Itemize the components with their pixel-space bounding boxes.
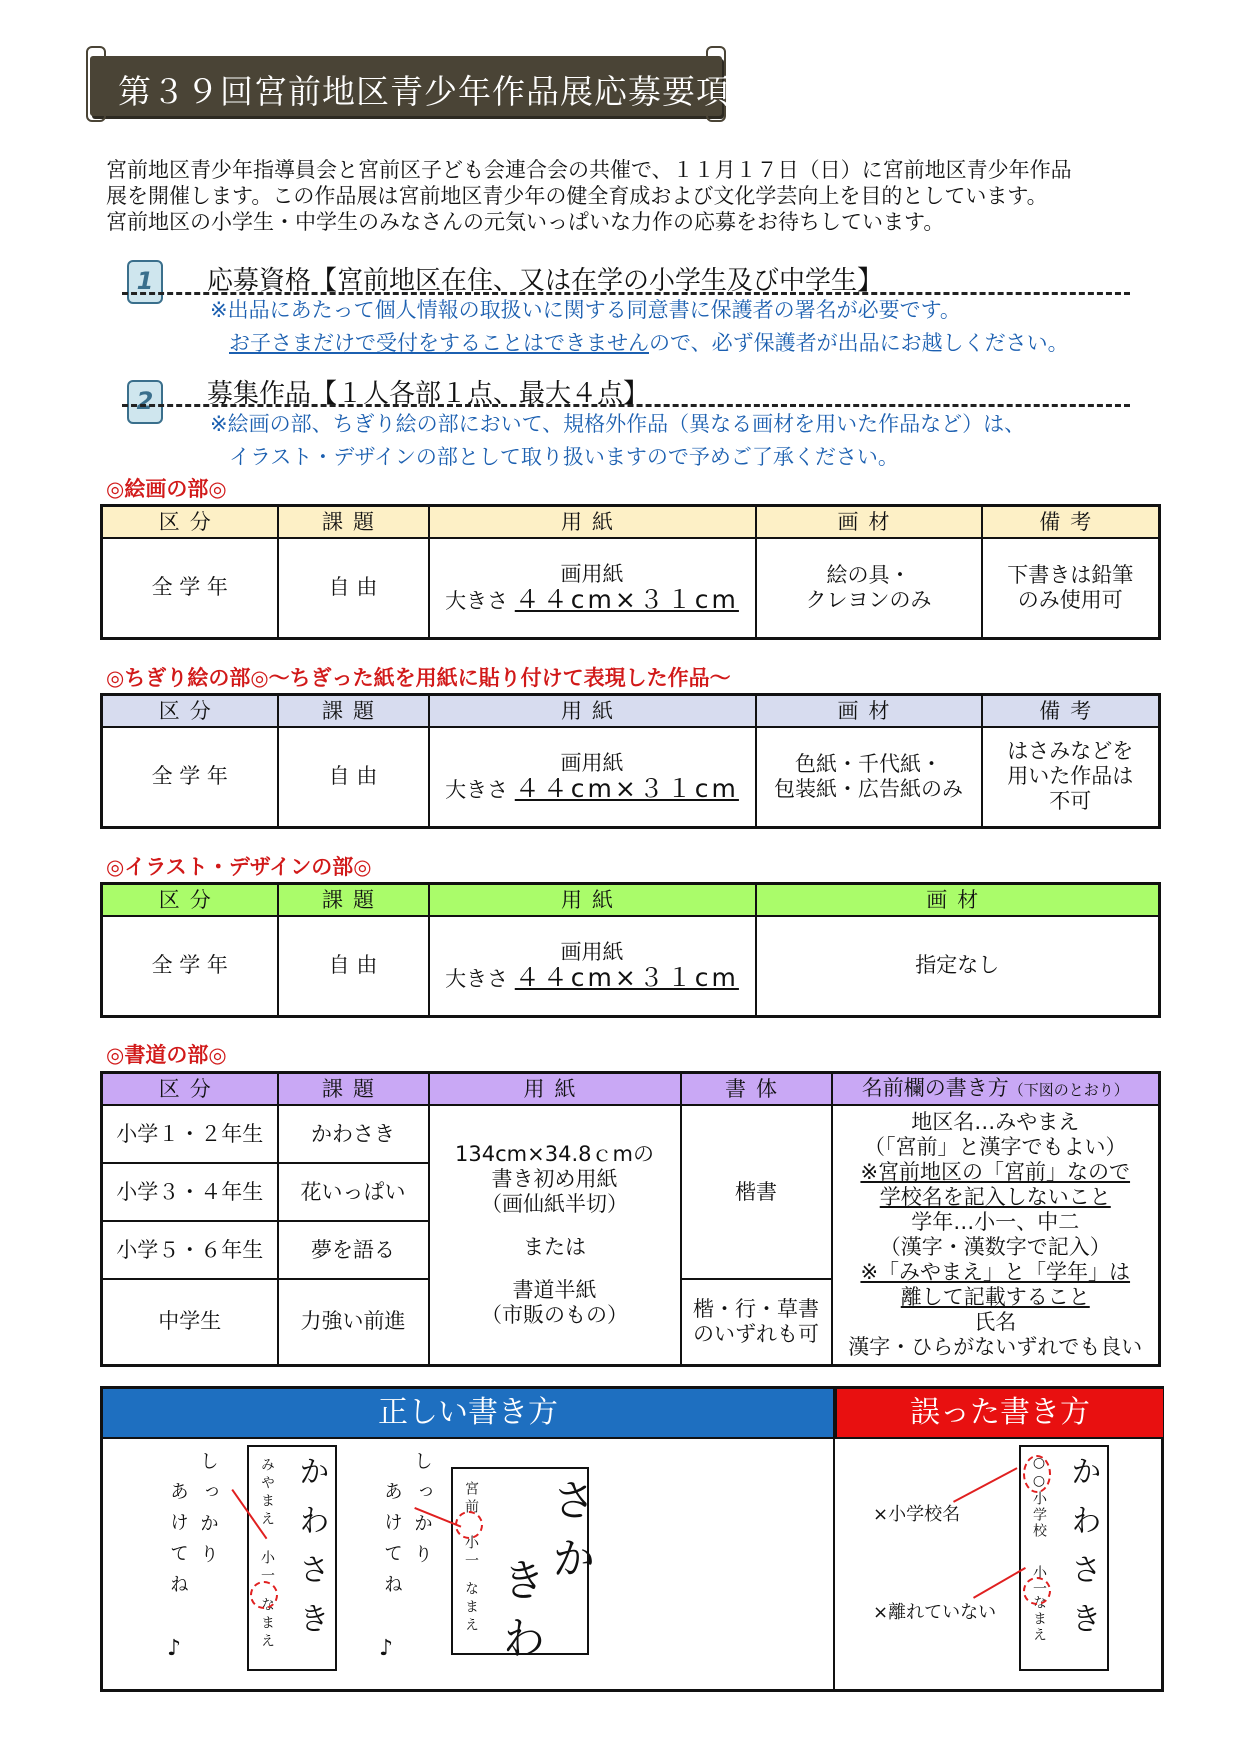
name-line: 学校名を記入しないこと [879,1184,1111,1209]
name-line: 漢字・ひらがないずれでも良い [848,1334,1143,1359]
header-cell: 備考 [982,695,1160,728]
name-line: 氏名 [974,1309,1017,1334]
paper-line: （市販のもの） [481,1302,628,1327]
intro-line-3: 宮前地区の小学生・中学生のみなさんの元気いっぱいな力作の応募をお待ちしています。 [106,210,945,234]
card3-school: ○○小学校 [1031,1455,1047,1539]
paper-prefix: 大きさ [445,966,509,991]
header-name-note: （下図のとおり） [1008,1080,1129,1099]
grade-cell: 全 学 年 [102,538,278,638]
material-cell [756,727,982,827]
paper-cell [429,538,756,638]
chigiri-heading: ◎ちぎり絵の部◎～ちぎった紙を用紙に貼り付けて表現した作品～ [106,666,731,690]
card2-main-right: さか [544,1477,595,1593]
theme-cell: 自 由 [278,916,429,1016]
paper-line: （画仙紙半切） [481,1191,628,1216]
header-cell: 課題 [278,695,429,728]
header-cell: 画材 [756,506,982,539]
note-a-line-2: あけてね [167,1481,189,1605]
remark-line: はさみなどを [1007,739,1134,764]
material-line: 色紙・千代紙・ [795,751,942,776]
header-cell: 用紙 [429,506,756,539]
card2-grade: 小一 [463,1535,479,1571]
card1-grade: 小一 [259,1550,275,1586]
example-card-2 [451,1467,595,1673]
card2-name: なまえ [463,1581,479,1635]
name-line: （「宮前」と漢字でもよい） [864,1134,1127,1159]
wrong-heading: 誤った書き方 [835,1389,1163,1439]
name-line: ※宮前地区の「宮前」なので [860,1159,1131,1184]
name-line: （漢字・漢数字で記入） [879,1234,1111,1259]
paper-name: 画用紙 [560,561,624,586]
paper-name: 画用紙 [560,750,624,775]
shodo-row [102,1105,1160,1163]
scroll-curl-left [86,46,106,122]
card1-name: なまえ [259,1597,275,1651]
header-cell: 画材 [756,884,1160,917]
header-cell: 課題 [278,884,429,917]
painting-heading: ◎絵画の部◎ [106,477,227,501]
header-cell: 用紙 [429,1073,681,1106]
card3-name: なまえ [1031,1595,1047,1643]
card3-grade: 小一 [1031,1565,1047,1597]
theme-cell: かわさき [278,1105,429,1163]
chigiri-row [102,727,1160,827]
material-line: 包装紙・広告紙のみ [774,776,963,801]
card2-area: 宮前 [463,1481,479,1517]
grade-cell: 小学５・６年生 [102,1221,278,1279]
material-line: 絵の具・ [826,562,911,587]
section-1-note-2 [229,327,1069,357]
section-1-note-1: ※出品にあたって個人情報の取扱いに関する同意書に保護者の署名が必要です。 [210,298,961,322]
paper-line: 134cm×34.8ｃmの [455,1141,654,1166]
section-1-title: 応募資格【宮前地区在住、又は在学の小学生及び中学生】 [207,266,884,296]
error-marker [1023,1455,1051,1493]
examples-divider [833,1389,835,1689]
shodo-paper-cell [429,1105,681,1365]
theme-cell: 自 由 [278,727,429,827]
card2-main-left: きわ [494,1557,545,1673]
painting-table [100,504,1161,640]
section-2-note-1: ※絵画の部、ちぎり絵の部において、規格外作品（異なる画材を用いた作品など）は、 [210,412,1026,436]
correct-heading: 正しい書き方 [103,1389,833,1439]
theme-cell: 自 由 [278,538,429,638]
section-2-title: 募集作品【１人各部１点、最大４点】 [207,379,650,409]
illust-table [100,882,1161,1018]
card1-area: みやまえ [259,1457,275,1529]
remark-cell [982,538,1160,638]
shodo-header-row [102,1073,1160,1106]
grade-cell: 全 学 年 [102,916,278,1016]
header-cell: 区分 [102,695,278,728]
paper-name: 画用紙 [560,939,624,964]
section-2-note-2: イラスト・デザインの部として取り扱いますので予めご了承ください。 [229,445,899,469]
remark-line: 不可 [1049,789,1092,814]
theme-cell: 力強い前進 [278,1279,429,1365]
section-1-note-2-underlined: お子さまだけで受付をすることはできません [229,331,649,355]
remark-line: のみ使用可 [1017,587,1123,612]
gap-marker [250,1581,278,1609]
chigiri-header-row [102,695,1160,728]
paper-line: または [523,1234,586,1259]
shodo-style-cell-2 [681,1279,832,1365]
intro-line-2: 展を開催します。この作品展は宮前地区青少年の健全育成および文化学芸向上を目的としています。 [106,184,1048,208]
error-marker [1023,1577,1051,1605]
paper-size: ４４cm×３１cm [514,962,739,992]
remark-line: 用いた作品は [1007,764,1134,789]
examples-panel [100,1386,1164,1692]
material-cell: 指定なし [756,916,1160,1016]
painting-row [102,538,1160,638]
note-a-music: ♪ [167,1636,182,1661]
example-card-3 [1019,1445,1109,1671]
wrong-label-2: ×離れていない [873,1602,997,1623]
theme-cell: 夢を語る [278,1221,429,1279]
pointer-line [953,1467,1018,1503]
paper-cell [429,916,756,1016]
header-cell: 備考 [982,506,1160,539]
name-line: 地区名…みやまえ [911,1109,1080,1134]
shodo-heading: ◎書道の部◎ [106,1043,227,1067]
name-line: ※「みやまえ」と「学年」は [860,1259,1131,1284]
header-cell: 課題 [278,1073,429,1106]
section-1-icon: 1 [127,260,163,304]
paper-prefix: 大きさ [445,588,509,613]
section-1-note-2-rest: ので、必ず保護者が出品にお越しください。 [649,331,1069,355]
painting-header-row [102,506,1160,539]
header-cell: 区分 [102,884,278,917]
title-banner [90,56,730,116]
shodo-table [100,1071,1161,1367]
header-cell: 区分 [102,1073,278,1106]
note-b-line-2: あけてね [381,1481,403,1605]
illust-header-row [102,884,1160,917]
example-card-1 [247,1445,337,1671]
header-cell: 用紙 [429,695,756,728]
card1-main: かわさき [293,1455,329,1651]
style-line: 楷・行・草書 [693,1296,819,1321]
grade-cell: 小学１・２年生 [102,1105,278,1163]
paper-line: 書き初め用紙 [491,1166,618,1191]
shodo-style-cell: 楷書 [681,1105,832,1279]
illust-heading: ◎イラスト・デザインの部◎ [106,855,372,879]
paper-size: ４４cm×３１cm [514,773,739,803]
section-2-dash [122,404,1130,407]
paper-line: 書道半紙 [512,1277,597,1302]
remark-line: 下書きは鉛筆 [1007,562,1134,587]
paper-prefix: 大きさ [445,777,509,802]
header-cell: 画材 [756,695,982,728]
material-cell [756,538,982,638]
grade-cell: 全 学 年 [102,727,278,827]
name-line: 学年…小一、中二 [911,1209,1080,1234]
grade-cell: 小学３・４年生 [102,1163,278,1221]
note-a-line-1: しっかり [197,1451,219,1575]
header-cell: 用紙 [429,884,756,917]
remark-cell [982,727,1160,827]
note-b-music: ♪ [379,1636,394,1661]
intro-line-1: 宮前地区青少年指導員会と宮前区子ども会連合会の共催で、１１月１７日（日）に宮前地区青少年作品 [106,158,1072,182]
style-line: のいずれも可 [693,1321,819,1346]
page-title: 第３９回宮前地区青少年作品展応募要項 [118,72,730,111]
wrong-label-1: ×小学校名 [873,1504,961,1525]
material-line: クレヨンのみ [805,587,932,612]
theme-cell: 花いっぱい [278,1163,429,1221]
section-2-icon: 2 [127,380,163,424]
illust-row [102,916,1160,1016]
header-cell [832,1073,1160,1106]
paper-size: ４４cm×３１cm [514,584,739,614]
header-cell: 区分 [102,506,278,539]
chigiri-table [100,693,1161,829]
name-line: 離して記載すること [900,1284,1090,1309]
shodo-name-cell [832,1105,1160,1365]
paper-cell [429,727,756,827]
card3-main: かわさき [1065,1455,1101,1651]
header-cell: 課題 [278,506,429,539]
header-cell: 書体 [681,1073,832,1106]
note-b-line-1: しっかり [411,1451,433,1575]
header-name-field: 名前欄の書き方 [861,1075,1009,1100]
grade-cell: 中学生 [102,1279,278,1365]
